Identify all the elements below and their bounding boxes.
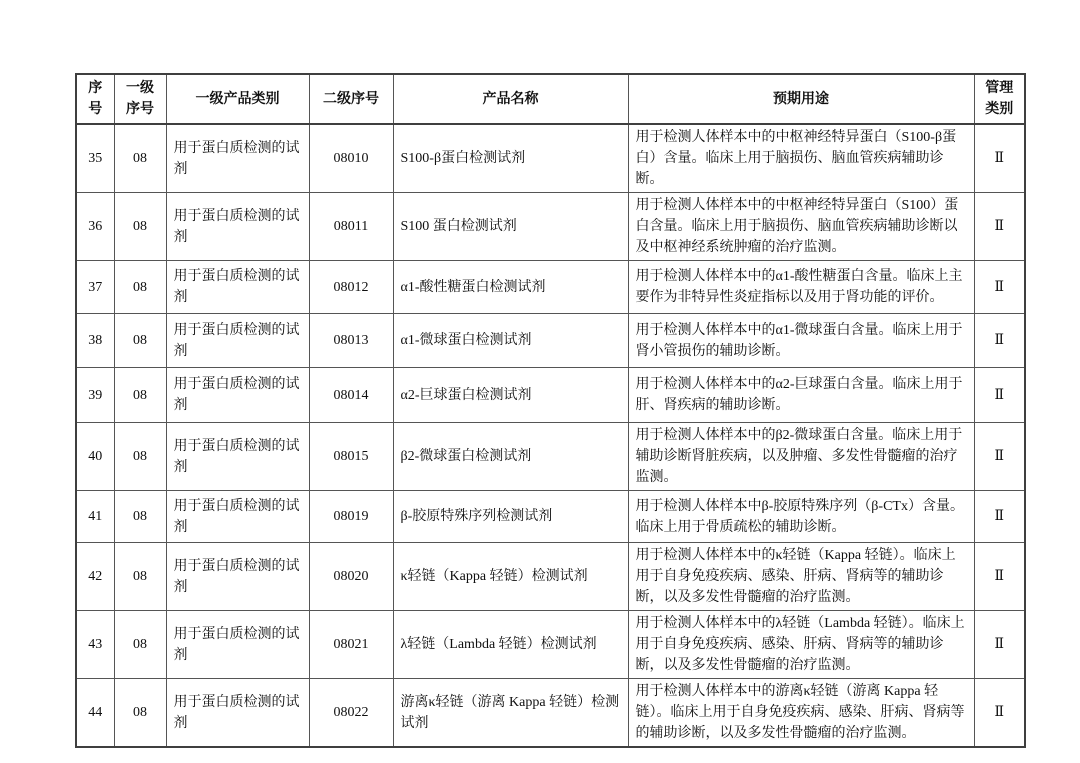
cell-level2-no: 08013 (309, 314, 393, 368)
cell-product-name: S100 蛋白检测试剂 (393, 193, 628, 261)
cell-class: Ⅱ (974, 124, 1025, 193)
cell-serial: 43 (76, 611, 114, 679)
cell-product-name: κ轻链（Kappa 轻链）检测试剂 (393, 543, 628, 611)
header-cell-intended-use: 预期用途 (628, 74, 974, 124)
cell-level2-no: 08019 (309, 491, 393, 543)
cell-serial: 44 (76, 679, 114, 748)
table-row (76, 368, 1025, 423)
cell-product-name: β-胶原特殊序列检测试剂 (393, 491, 628, 543)
cell-category: 用于蛋白质检测的试剂 (166, 261, 309, 314)
cell-product-name: α2-巨球蛋白检测试剂 (393, 368, 628, 423)
header-cell-class: 管理类别 (974, 74, 1025, 124)
header-cell-level1-no: 一级序号 (114, 74, 166, 124)
table-row (76, 423, 1025, 491)
cell-level1-no: 08 (114, 679, 166, 748)
cell-category: 用于蛋白质检测的试剂 (166, 423, 309, 491)
cell-intended-use: 用于检测人体样本中的λ轻链（Lambda 轻链）。临床上用于自身免疫疾病、感染、肝病、肾病等的辅助诊断，以及多发性骨髓瘤的治疗监测。 (628, 611, 974, 679)
cell-intended-use: 用于检测人体样本中β-胶原特殊序列（β-CTx）含量。临床上用于骨质疏松的辅助诊断。 (628, 491, 974, 543)
cell-level2-no: 08015 (309, 423, 393, 491)
table-row (76, 314, 1025, 368)
cell-product-name: 游离κ轻链（游离 Kappa 轻链）检测试剂 (393, 679, 628, 748)
cell-serial: 40 (76, 423, 114, 491)
header-cell-product-name: 产品名称 (393, 74, 628, 124)
cell-class: Ⅱ (974, 368, 1025, 423)
cell-serial: 38 (76, 314, 114, 368)
table-row (76, 261, 1025, 314)
cell-intended-use: 用于检测人体样本中的α1-微球蛋白含量。临床上用于肾小管损伤的辅助诊断。 (628, 314, 974, 368)
cell-level1-no: 08 (114, 611, 166, 679)
cell-category: 用于蛋白质检测的试剂 (166, 491, 309, 543)
cell-level1-no: 08 (114, 423, 166, 491)
cell-category: 用于蛋白质检测的试剂 (166, 368, 309, 423)
cell-serial: 35 (76, 124, 114, 193)
classification-table (75, 73, 1026, 748)
header-cell-category: 一级产品类别 (166, 74, 309, 124)
cell-intended-use: 用于检测人体样本中的游离κ轻链（游离 Kappa 轻链）。临床上用于自身免疫疾病、感染、肝病、肾病等的辅助诊断，以及多发性骨髓瘤的治疗监测。 (628, 679, 974, 748)
header-cell-serial: 序号 (76, 74, 114, 124)
cell-category: 用于蛋白质检测的试剂 (166, 193, 309, 261)
cell-level1-no: 08 (114, 491, 166, 543)
cell-intended-use: 用于检测人体样本中的κ轻链（Kappa 轻链）。临床上用于自身免疫疾病、感染、肝病、肾病等的辅助诊断，以及多发性骨髓瘤的治疗监测。 (628, 543, 974, 611)
cell-product-name: α1-微球蛋白检测试剂 (393, 314, 628, 368)
cell-level2-no: 08022 (309, 679, 393, 748)
table-row (76, 611, 1025, 679)
cell-serial: 42 (76, 543, 114, 611)
cell-product-name: α1-酸性糖蛋白检测试剂 (393, 261, 628, 314)
cell-level1-no: 08 (114, 193, 166, 261)
cell-level2-no: 08020 (309, 543, 393, 611)
cell-serial: 41 (76, 491, 114, 543)
cell-class: Ⅱ (974, 261, 1025, 314)
table-row (76, 124, 1025, 193)
cell-intended-use: 用于检测人体样本中的α1-酸性糖蛋白含量。临床上主要作为非特异性炎症指标以及用于肾功能的评价。 (628, 261, 974, 314)
cell-serial: 37 (76, 261, 114, 314)
cell-class: Ⅱ (974, 423, 1025, 491)
cell-category: 用于蛋白质检测的试剂 (166, 543, 309, 611)
cell-serial: 36 (76, 193, 114, 261)
cell-level2-no: 08012 (309, 261, 393, 314)
cell-intended-use: 用于检测人体样本中的中枢神经特异蛋白（S100-β蛋白）含量。临床上用于脑损伤、脑血管疾病辅助诊断。 (628, 124, 974, 193)
cell-level1-no: 08 (114, 368, 166, 423)
cell-level2-no: 08014 (309, 368, 393, 423)
cell-class: Ⅱ (974, 314, 1025, 368)
header-cell-level2-no: 二级序号 (309, 74, 393, 124)
cell-category: 用于蛋白质检测的试剂 (166, 679, 309, 748)
cell-category: 用于蛋白质检测的试剂 (166, 314, 309, 368)
cell-level1-no: 08 (114, 543, 166, 611)
cell-level2-no: 08010 (309, 124, 393, 193)
cell-product-name: S100-β蛋白检测试剂 (393, 124, 628, 193)
cell-product-name: β2-微球蛋白检测试剂 (393, 423, 628, 491)
cell-class: Ⅱ (974, 491, 1025, 543)
cell-level2-no: 08011 (309, 193, 393, 261)
cell-class: Ⅱ (974, 679, 1025, 748)
cell-intended-use: 用于检测人体样本中的α2-巨球蛋白含量。临床上用于肝、肾疾病的辅助诊断。 (628, 368, 974, 423)
cell-class: Ⅱ (974, 611, 1025, 679)
cell-intended-use: 用于检测人体样本中的β2-微球蛋白含量。临床上用于辅助诊断肾脏疾病，以及肿瘤、多发性骨髓瘤的治疗监测。 (628, 423, 974, 491)
cell-level1-no: 08 (114, 261, 166, 314)
cell-level1-no: 08 (114, 124, 166, 193)
cell-class: Ⅱ (974, 193, 1025, 261)
cell-level2-no: 08021 (309, 611, 393, 679)
table-row (76, 193, 1025, 261)
cell-level1-no: 08 (114, 314, 166, 368)
cell-category: 用于蛋白质检测的试剂 (166, 124, 309, 193)
table-row (76, 543, 1025, 611)
cell-serial: 39 (76, 368, 114, 423)
cell-product-name: λ轻链（Lambda 轻链）检测试剂 (393, 611, 628, 679)
table-row (76, 679, 1025, 748)
cell-category: 用于蛋白质检测的试剂 (166, 611, 309, 679)
header-row (76, 74, 1025, 124)
table-row (76, 491, 1025, 543)
cell-class: Ⅱ (974, 543, 1025, 611)
cell-intended-use: 用于检测人体样本中的中枢神经特异蛋白（S100）蛋白含量。临床上用于脑损伤、脑血管疾病辅助诊断以及中枢神经系统肿瘤的治疗监测。 (628, 193, 974, 261)
